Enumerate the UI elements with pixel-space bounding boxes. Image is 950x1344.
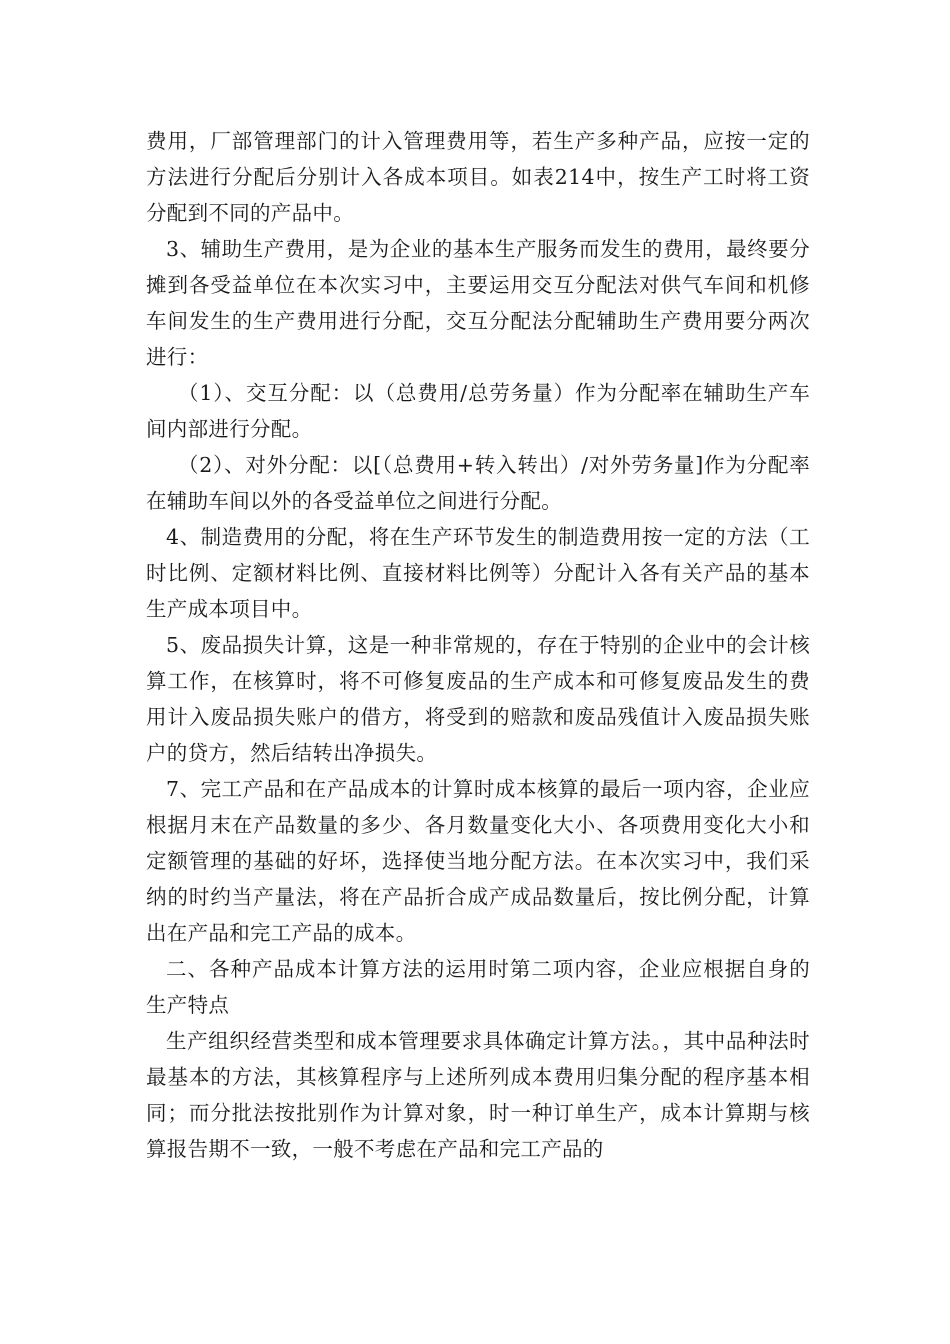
paragraph-continuation: 费用，厂部管理部门的计入管理费用等，若生产多种产品，应按一定的方法进行分配后分别计入各成本项目。如表214中，按生产工时将工资分配到不同的产品中。	[146, 129, 810, 225]
paragraph-auxiliary-costs: 3、辅助生产费用，是为企业的基本生产服务而发生的费用，最终要分摊到各受益单位在本次实习中，主要运用交互分配法对供气车间和机修车间发生的生产费用进行分配，交互分配法分配辅助生产费用要分两次进行：	[146, 237, 810, 369]
body-text	[146, 123, 810, 1167]
paragraph-production-organization: 生产组织经营类型和成本管理要求具体确定计算方法。，其中品种法时最基本的方法，其核算程序与上述所列成本费用归集分配的程序基本相同；而分批法按批别作为计算对象，时一种订单生产，成本计算期与核算报告期不一致，一般不考虑在产品和完工产品的	[146, 1029, 810, 1161]
paragraph-costing-methods: 二、各种产品成本计算方法的运用时第二项内容，企业应根据自身的生产特点	[146, 957, 810, 1017]
paragraph-overhead-allocation: 4、制造费用的分配，将在生产环节发生的制造费用按一定的方法（工时比例、定额材料比例、直接材料比例等）分配计入各有关产品的基本生产成本项目中。	[146, 525, 810, 621]
paragraph-finished-products: 7、完工产品和在产品成本的计算时成本核算的最后一项内容，企业应根据月末在产品数量的多少、各月数量变化大小、各项费用变化大小和定额管理的基础的好坏，选择使当地分配方法。在本次实习中，我们采纳的时约当产量法，将在产品折合成产成品数量后，按比例分配，计算出在产品和完工产品的成本。	[146, 777, 810, 945]
paragraph-scrap-loss: 5、废品损失计算，这是一种非常规的，存在于特别的企业中的会计核算工作，在核算时，将不可修复废品的生产成本和可修复废品发生的费用计入废品损失账户的借方，将受到的赔款和废品残值计入废品损失账户的贷方，然后结转出净损失。	[146, 633, 810, 765]
paragraph-mutual-allocation: （1）、交互分配：以（总费用/总劳务量）作为分配率在辅助生产车间内部进行分配。	[146, 381, 810, 441]
paragraph-external-allocation: （2）、对外分配：以[（总费用+转入转出）/对外劳务量]作为分配率在辅助车间以外的各受益单位之间进行分配。	[146, 453, 810, 513]
